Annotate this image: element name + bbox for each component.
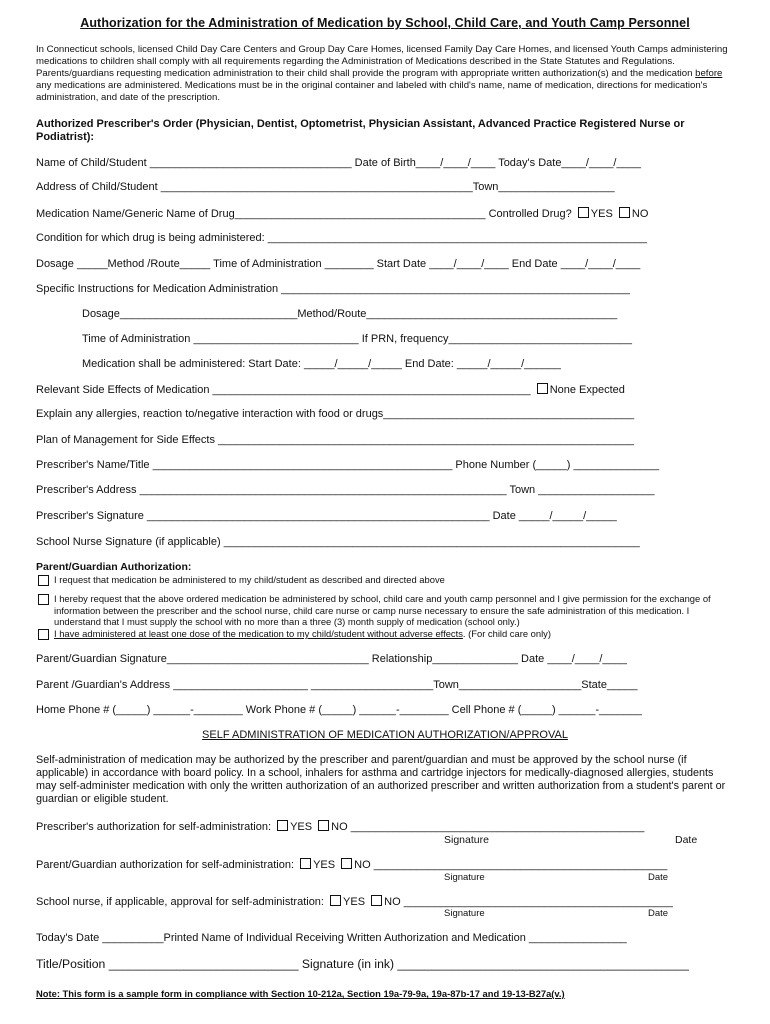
intro-underlined-word: before <box>695 68 723 79</box>
prescriber-signature-caption: Signature <box>444 834 489 846</box>
sub-dates-line[interactable]: Medication shall be administered: Start Date: _____/_____/_____ End Date: _____/_____/______ <box>82 358 561 370</box>
controlled-yes-label: YES <box>590 208 613 220</box>
nurse-self-admin-yes-checkbox[interactable] <box>330 895 341 906</box>
sub-dosage-line[interactable]: Dosage_____________________________Method/Route_________________________________________ <box>82 308 618 320</box>
nurse-date-caption: Date <box>648 908 669 919</box>
parent-item-1-checkbox[interactable] <box>38 575 49 586</box>
prescriber-date-caption: Date <box>675 834 698 846</box>
sub-time-line[interactable]: Time of Administration ___________________________ If PRN, frequency______________________________ <box>82 333 633 345</box>
parent-signature-line[interactable]: Parent/Guardian Signature_________________________________ Relationship______________ Date ____/____/____ <box>36 653 627 665</box>
nurse-self-admin-no-label: NO <box>384 896 401 908</box>
parent-self-admin-line <box>36 858 667 872</box>
todays-date-line[interactable]: Today's Date __________Printed Name of Individual Receiving Written Authorization and Medication ________________ <box>36 932 627 944</box>
medication-name-text[interactable]: Medication Name/Generic Name of Drug_________________________________________ Controlled Drug? <box>36 208 572 220</box>
nurse-self-admin-no-checkbox[interactable] <box>371 895 382 906</box>
parent-item-1 <box>38 574 728 586</box>
parent-item-3-rest: . (For child care only) <box>462 628 551 639</box>
parent-self-admin-yes-checkbox[interactable] <box>300 858 311 869</box>
allergies-line[interactable]: Explain any allergies, reaction to/negative interaction with food or drugs_________________________________________ <box>36 408 635 420</box>
parent-item-2 <box>38 593 728 628</box>
prescriber-self-admin-no-label: NO <box>331 821 348 833</box>
phone-line[interactable]: Home Phone # (_____) ______-________ Work Phone # (_____) ______-________ Cell Phone # (_____) ______-_______ <box>36 704 642 716</box>
none-expected-label: None Expected <box>549 384 625 396</box>
dosage-line[interactable]: Dosage _____Method /Route_____ Time of Administration ________ Start Date ____/____/____ End Date ____/____/____ <box>36 258 641 270</box>
parent-self-admin-label: Parent/Guardian authorization for self-administration: <box>36 859 295 871</box>
intro-text-start: In Connecticut schools, licensed Child Day Care Centers and Group Day Care Homes, licensed Family Day Care Homes, and licensed Youth Camps administering medications to children shall comply with all requirements regarding the Administration of Medications described in the State Statutes and Regulations. Parents/guardians requesting medication administration to their child shall provide the program with appropriate written authorization(s) and the medication <box>36 44 728 79</box>
intro-paragraph <box>36 44 736 104</box>
parent-item-3-checkbox[interactable] <box>38 629 49 640</box>
side-effects-line <box>36 383 625 397</box>
medication-name-line <box>36 207 648 221</box>
parent-date-caption: Date <box>648 872 669 883</box>
parent-item-2-checkbox[interactable] <box>38 594 49 605</box>
controlled-yes-checkbox[interactable] <box>578 207 589 218</box>
prescriber-self-admin-yes-label: YES <box>290 821 313 833</box>
parent-self-admin-yes-label: YES <box>313 859 336 871</box>
condition-line[interactable]: Condition for which drug is being administered: ______________________________________________________________ <box>36 232 648 244</box>
prescriber-self-admin-no-checkbox[interactable] <box>318 820 329 831</box>
parent-address-line[interactable]: Parent /Guardian's Address ______________________ ____________________Town____________________State_____ <box>36 679 638 691</box>
none-expected-checkbox[interactable] <box>537 383 548 394</box>
parent-item-3-underlined: I have administered at least one dose of the medication to my child/student without adverse effects <box>54 628 463 639</box>
instructions-line[interactable]: Specific Instructions for Medication Administration _________________________________________________________ <box>36 283 630 295</box>
plan-line[interactable]: Plan of Management for Side Effects ____________________________________________________________________ <box>36 434 635 446</box>
nurse-self-admin-label: School nurse, if applicable, approval for self-administration: <box>36 896 324 908</box>
prescriber-self-admin-blank[interactable]: ________________________________________________ <box>350 821 645 833</box>
parent-item-3 <box>38 628 728 640</box>
child-name-line[interactable]: Name of Child/Student _________________________________ Date of Birth____/____/____ Today's Date____/____/____ <box>36 157 641 169</box>
prescriber-address-line[interactable]: Prescriber's Address ____________________________________________________________ Town ___________________ <box>36 484 655 496</box>
compliance-note: Note: This form is a sample form in compliance with Section 10-212a, Section 19a-79-9a, 19a-87b-17 and 19-13-B27a(v.) <box>36 988 565 999</box>
prescriber-signature-line[interactable]: Prescriber's Signature ________________________________________________________ Date _____/_____/_____ <box>36 510 617 522</box>
nurse-signature-caption: Signature <box>444 908 485 919</box>
prescriber-self-admin-line <box>36 820 644 834</box>
prescriber-self-admin-label: Prescriber's authorization for self-administration: <box>36 821 272 833</box>
controlled-no-checkbox[interactable] <box>619 207 630 218</box>
side-effects-text[interactable]: Relevant Side Effects of Medication ____________________________________________________ <box>36 384 531 396</box>
prescriber-section-heading: Authorized Prescriber's Order (Physician, Dentist, Optometrist, Physician Assistant, Advanced Practice Registered Nurse or Podiatrist): <box>36 118 685 143</box>
nurse-self-admin-blank[interactable]: ____________________________________________ <box>403 896 673 908</box>
parent-section-heading: Parent/Guardian Authorization: <box>36 561 192 573</box>
parent-item-1-text: I request that medication be administered to my child/student as described and directed above <box>54 574 445 585</box>
title-position-line[interactable]: Title/Position ____________________________ Signature (in ink) ___________________________________________ <box>36 957 689 971</box>
parent-self-admin-no-checkbox[interactable] <box>341 858 352 869</box>
intro-text-end: any medications are administered. Medications must be in the original container and labeled with child's name, name of medication, directions for medication's administration, and date of the prescription. <box>36 80 708 103</box>
parent-self-admin-blank[interactable]: ________________________________________________ <box>373 859 668 871</box>
nurse-self-admin-yes-label: YES <box>343 896 366 908</box>
parent-self-admin-no-label: NO <box>354 859 371 871</box>
parent-item-2-text: I hereby request that the above ordered medication be administered by school, child care and youth camp personnel and I give permission for the exchange of information between the prescriber and the school nurse, child care nurse or camp nurse necessary to ensure the safe administration of this medication. I understand that I must supply the school with no more than a three (3) month supply of medication (school only.) <box>54 593 711 627</box>
self-admin-heading: SELF ADMINISTRATION OF MEDICATION AUTHORIZATION/APPROVAL <box>202 729 568 741</box>
nurse-signature-line[interactable]: School Nurse Signature (if applicable) ____________________________________________________________________ <box>36 536 640 548</box>
prescriber-name-line[interactable]: Prescriber's Name/Title _________________________________________________ Phone Number (_____) ______________ <box>36 459 660 471</box>
nurse-self-admin-line <box>36 895 673 909</box>
form-title: Authorization for the Administration of Medication by School, Child Care, and Youth Camp Personnel <box>80 16 690 30</box>
self-admin-paragraph: Self-administration of medication may be authorized by the prescriber and parent/guardian and must be approved by the school nurse (if applicable) in accordance with board policy. In a school, inhalers for asthma and cartridge injectors for medically-diagnosed allergies, students may self-administer medication with only the written authorization of an authorized prescriber and written authorization from a student's parent or guardian or eligible student. <box>36 754 726 805</box>
parent-signature-caption: Signature <box>444 872 485 883</box>
prescriber-self-admin-yes-checkbox[interactable] <box>277 820 288 831</box>
parent-item-3-text <box>54 628 728 640</box>
child-address-line[interactable]: Address of Child/Student ___________________________________________________Town___________________ <box>36 181 615 193</box>
controlled-no-label: NO <box>631 208 649 220</box>
